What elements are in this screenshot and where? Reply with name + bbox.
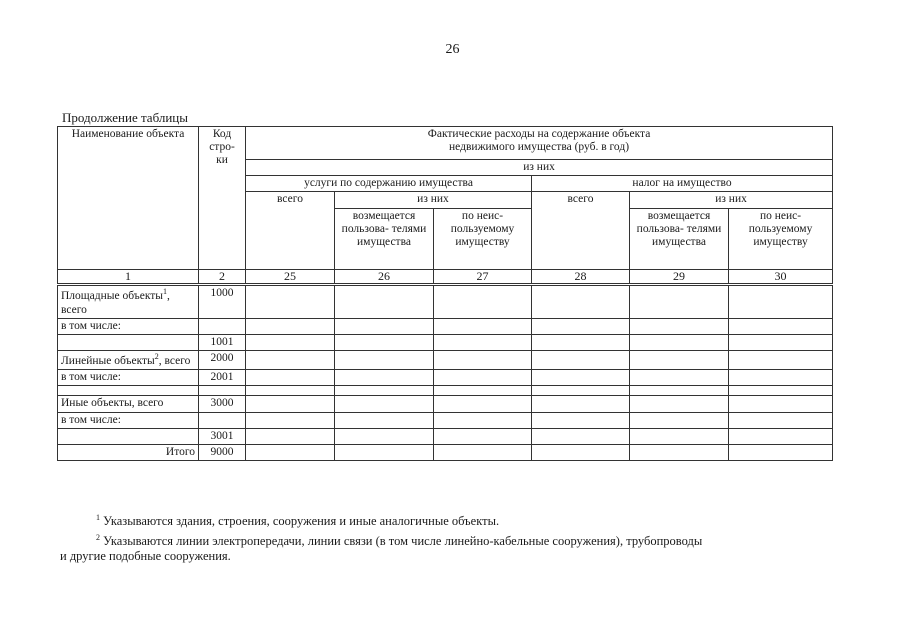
cell xyxy=(532,386,630,396)
cell xyxy=(630,318,729,334)
cell xyxy=(630,386,729,396)
row-code xyxy=(199,412,246,428)
cell xyxy=(335,370,434,386)
cell xyxy=(532,334,630,350)
cell xyxy=(434,386,532,396)
cell xyxy=(532,412,630,428)
cell xyxy=(729,386,833,396)
header-row-1 xyxy=(58,127,833,160)
footnote-mark: 1 xyxy=(96,513,100,522)
header-tax-unused: по неис- пользуемому имуществу xyxy=(729,208,833,269)
cell xyxy=(729,396,833,412)
row-name-total: Итого xyxy=(58,445,199,461)
row-code: 2001 xyxy=(199,370,246,386)
row-code: 1000 xyxy=(199,285,246,318)
table-caption: Продолжение таблицы xyxy=(62,110,188,125)
cell xyxy=(630,445,729,461)
row-code xyxy=(199,386,246,396)
row-name-text: Площадные объекты xyxy=(61,290,164,303)
cell xyxy=(246,386,335,396)
cell xyxy=(246,428,335,444)
header-tax: налог на имущество xyxy=(532,176,833,192)
cell xyxy=(532,318,630,334)
cell xyxy=(335,412,434,428)
cell xyxy=(434,428,532,444)
cell xyxy=(630,351,729,370)
cell xyxy=(246,412,335,428)
col-num: 30 xyxy=(729,269,833,285)
cell xyxy=(434,412,532,428)
expenses-table xyxy=(57,126,833,461)
cell xyxy=(246,396,335,412)
header-services-unused: по неис- пользуемому имуществу xyxy=(434,208,532,269)
cell xyxy=(434,285,532,318)
row-name: Иные объекты, всего xyxy=(58,396,199,412)
row-name xyxy=(58,386,199,396)
row-name-suffix: , всего xyxy=(158,354,191,367)
cell xyxy=(434,370,532,386)
cell xyxy=(335,396,434,412)
header-tax-reimbursed: возмещается пользова- телями имущества xyxy=(630,208,729,269)
header-tax-iz-nih: из них xyxy=(630,192,833,208)
header-services-reimbursed: возмещается пользова- телями имущества xyxy=(335,208,434,269)
table-row xyxy=(58,396,833,412)
row-code: 3001 xyxy=(199,428,246,444)
header-iz-nih: из них xyxy=(246,160,833,176)
header-tax-total: всего xyxy=(532,192,630,269)
page-number: 26 xyxy=(445,42,460,57)
header-services-iz-nih: из них xyxy=(335,192,532,208)
table-row-total xyxy=(58,445,833,461)
footnote-2-continuation: и другие подобные сооружения. xyxy=(60,549,231,563)
cell xyxy=(729,412,833,428)
table-row xyxy=(58,370,833,386)
header-services: услуги по содержанию имущества xyxy=(246,176,532,192)
row-name xyxy=(58,334,199,350)
cell xyxy=(335,351,434,370)
cell xyxy=(532,285,630,318)
col-num: 1 xyxy=(58,269,199,285)
cell xyxy=(630,396,729,412)
col-num: 29 xyxy=(630,269,729,285)
footnote-text: Указываются здания, строения, сооружения и иные аналогичные объекты. xyxy=(100,514,500,529)
header-main-title-line2: недвижимого имущества (руб. в год) xyxy=(449,141,630,154)
cell xyxy=(335,386,434,396)
row-name: в том числе: xyxy=(58,370,199,386)
table-row xyxy=(58,386,833,396)
table-row xyxy=(58,351,833,370)
cell xyxy=(729,370,833,386)
table-row xyxy=(58,334,833,350)
footnote-text: Указываются линии электропередачи, линии связи (в том числе линейно-кабельные сооружения), трубопроводы xyxy=(100,534,703,549)
footnote-ref: 2 xyxy=(154,352,159,362)
column-numbers-row xyxy=(58,269,833,285)
footnote-1 xyxy=(96,513,499,529)
cell xyxy=(246,318,335,334)
row-name-suffix: , всего xyxy=(61,290,170,316)
cell xyxy=(729,428,833,444)
cell xyxy=(630,334,729,350)
cell xyxy=(729,318,833,334)
cell xyxy=(729,285,833,318)
cell xyxy=(729,445,833,461)
cell xyxy=(335,318,434,334)
col-num: 27 xyxy=(434,269,532,285)
header-main-title xyxy=(246,127,833,160)
cell xyxy=(630,412,729,428)
table-row xyxy=(58,318,833,334)
cell xyxy=(434,351,532,370)
cell xyxy=(729,334,833,350)
cell xyxy=(532,428,630,444)
cell xyxy=(434,334,532,350)
row-code xyxy=(199,318,246,334)
col-num: 2 xyxy=(199,269,246,285)
row-name-text: Линейные объекты xyxy=(61,354,155,367)
row-name: в том числе: xyxy=(58,318,199,334)
row-code: 9000 xyxy=(199,445,246,461)
header-code: Код стро- ки xyxy=(199,127,246,270)
cell xyxy=(532,445,630,461)
cell xyxy=(246,334,335,350)
row-code: 1001 xyxy=(199,334,246,350)
cell xyxy=(335,445,434,461)
cell xyxy=(630,428,729,444)
header-services-total: всего xyxy=(246,192,335,269)
header-main-title-line1: Фактические расходы на содержание объекта xyxy=(427,128,651,140)
cell xyxy=(434,318,532,334)
cell xyxy=(434,445,532,461)
row-name xyxy=(58,351,199,370)
cell xyxy=(630,370,729,386)
cell xyxy=(335,285,434,318)
row-code: 2000 xyxy=(199,351,246,370)
cell xyxy=(246,370,335,386)
col-num: 26 xyxy=(335,269,434,285)
row-name xyxy=(58,285,199,318)
cell xyxy=(729,351,833,370)
cell xyxy=(246,285,335,318)
cell xyxy=(630,285,729,318)
row-code: 3000 xyxy=(199,396,246,412)
col-num: 28 xyxy=(532,269,630,285)
cell xyxy=(246,351,335,370)
table-row xyxy=(58,285,833,318)
table-row xyxy=(58,412,833,428)
footnote-2 xyxy=(96,533,856,549)
footnote-ref: 1 xyxy=(163,287,168,297)
cell xyxy=(532,396,630,412)
cell xyxy=(532,351,630,370)
cell xyxy=(434,396,532,412)
col-num: 25 xyxy=(246,269,335,285)
table-row xyxy=(58,428,833,444)
cell xyxy=(335,334,434,350)
footnote-mark: 2 xyxy=(96,533,100,542)
row-name: в том числе: xyxy=(58,412,199,428)
row-name xyxy=(58,428,199,444)
cell xyxy=(335,428,434,444)
cell xyxy=(532,370,630,386)
cell xyxy=(246,445,335,461)
header-name: Наименование объекта xyxy=(58,127,199,270)
